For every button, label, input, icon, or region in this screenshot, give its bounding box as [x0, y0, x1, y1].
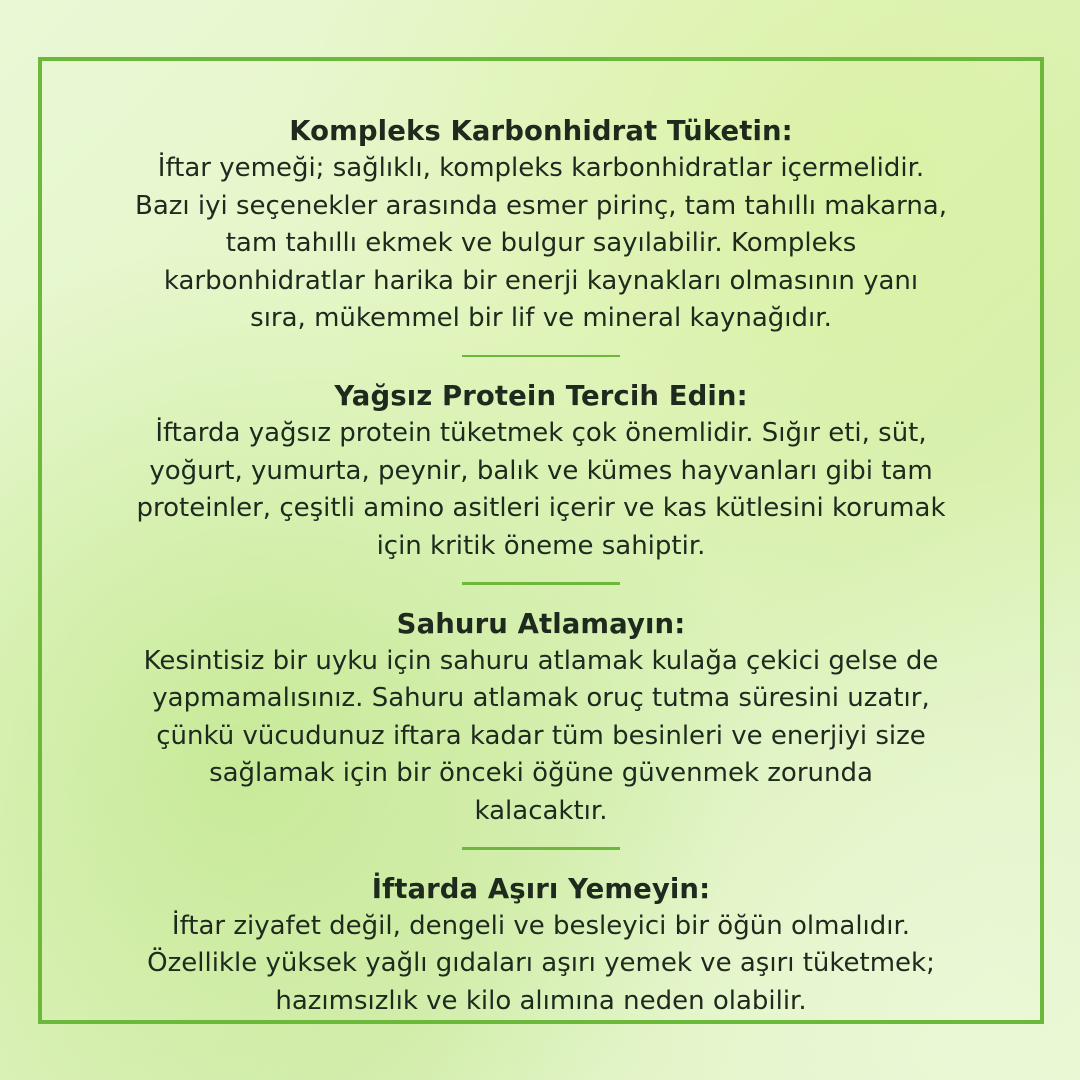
section-body: Kesintisiz bir uyku için sahuru atlamak kulağa çekici gelse de yapmamalısınız. Sahuru atlamak oruç tutma süresini uzatır, çünkü vücudunuz iftara kadar tüm besinleri ve enerjiyi size sağlamak için bir önceki öğüne güvenmek zorunda kalacaktır.	[143, 645, 939, 826]
section-divider	[462, 355, 620, 358]
section-heading: Yağsız Protein Tercih Edin:	[334, 380, 748, 412]
section-divider	[462, 582, 620, 585]
section-lean-protein	[61, 378, 1021, 565]
section-body: İftar ziyafet değil, dengeli ve besleyici bir öğün olmalıdır. Özellikle yüksek yağlı gıdaları aşırı yemek ve aşırı tüketmek; hazımsızlık ve kilo alımına neden olabilir.	[147, 910, 935, 1016]
content-frame	[38, 57, 1044, 1024]
section-overeating	[61, 871, 1021, 1021]
section-complex-carbs	[61, 113, 1021, 338]
section-sahur	[61, 606, 1021, 831]
section-divider	[462, 847, 620, 850]
section-heading: İftarda Aşırı Yemeyin:	[371, 872, 711, 905]
section-heading: Sahuru Atlamayın:	[396, 607, 686, 640]
section-heading: Kompleks Karbonhidrat Tüketin:	[289, 115, 793, 147]
section-body: İftarda yağsız protein tüketmek çok önemlidir. Sığır eti, süt, yoğurt, yumurta, peynir, balık ve kümes hayvanları gibi tam proteinler, çeşitli amino asitleri içerir ve kas kütlesini korumak için kritik öneme sahiptir.	[136, 418, 946, 561]
section-body: İftar yemeği; sağlıklı, kompleks karbonhidratlar içermelidir. Bazı iyi seçenekler arasında esmer pirinç, tam tahıllı makarna, tam tahıllı ekmek ve bulgur sayılabilir. Kompleks karbonhidratlar harika bir enerji kaynakları olmasının yanı sıra, mükemmel bir lif ve mineral kaynağıdır.	[135, 153, 947, 333]
